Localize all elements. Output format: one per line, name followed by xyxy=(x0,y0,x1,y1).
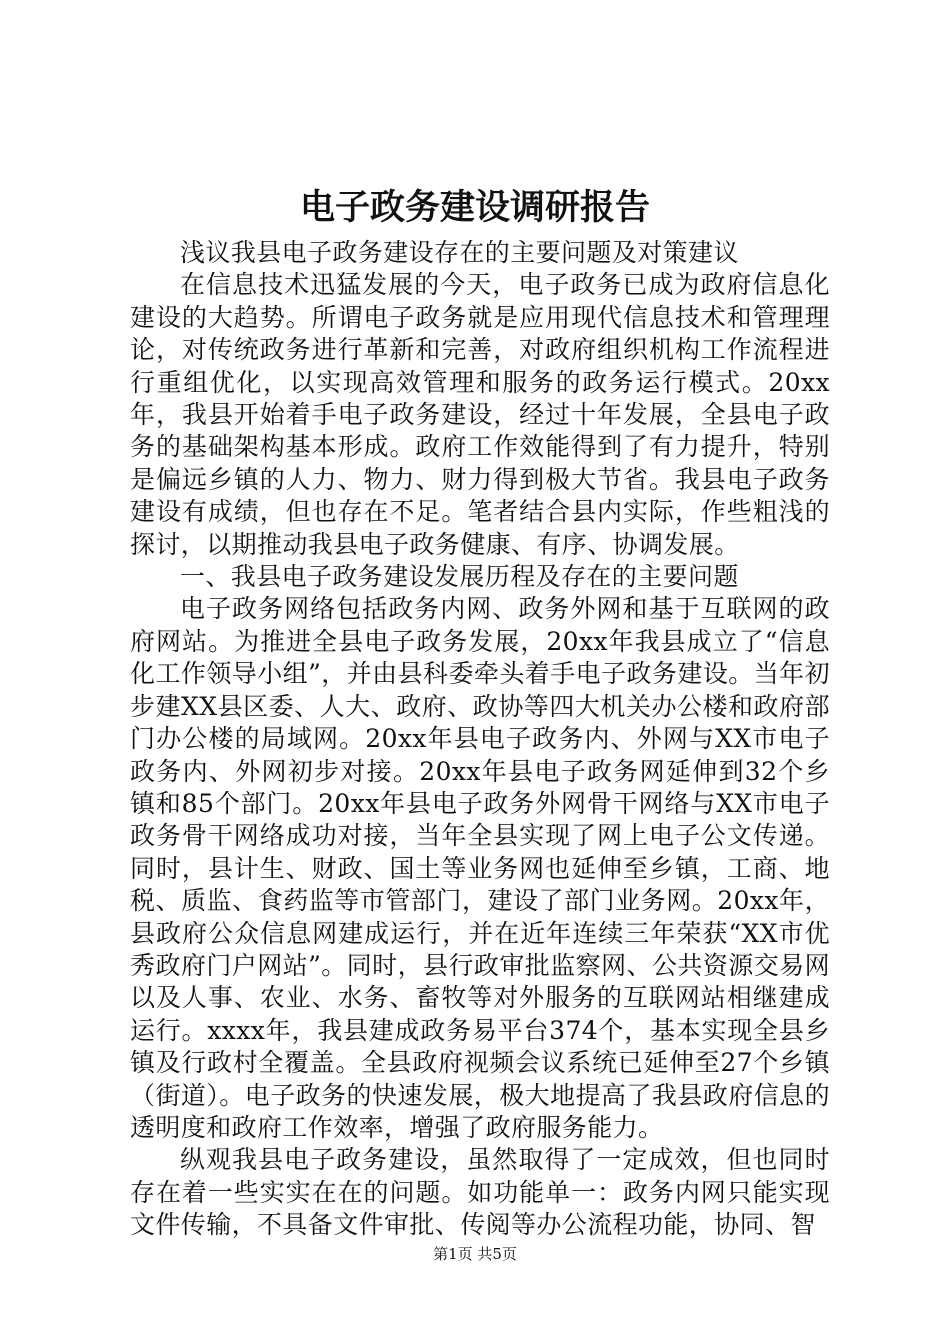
body-paragraph: 纵观我县电子政务建设，虽然取得了一定成效，但也同时存在着一些实实在在的问题。如功能单一：政务内网只能实现文件传输，不具备文件审批、传阅等办公流程功能，协同、智 xyxy=(130,1145,830,1240)
section-heading: 一、我县电子政务建设发展历程及存在的主要问题 xyxy=(180,562,739,592)
page-footer: 第1页 共5页 xyxy=(433,1245,517,1263)
document-body xyxy=(130,237,830,1242)
body-paragraph: 在信息技术迅猛发展的今天，电子政务已成为政府信息化建设的大趋势。所谓电子政务就是应用现代信息技术和管理理论，对传统政务进行革新和完善，对政府组织机构工作流程进行重组优化，以实现高效管理和服务的政务运行模式。20xx年，我县开始着手电子政务建设，经过十年发展，全县电子政务的基础架构基本形成。政府工作效能得到了有力提升，特别是偏远乡镇的人力、物力、财力得到极大节省。我县电子政务建设有成绩，但也存在不足。笔者结合县内实际，作些粗浅的探讨，以期推动我县电子政务健康、有序、协调发展。 xyxy=(130,270,830,559)
body-paragraph: 电子政务网络包括政务内网、政务外网和基于互联网的政府网站。为推进全县电子政务发展，20xx年我县成立了“信息化工作领导小组”，并由县科委牵头着手电子政务建设。当年初步建XX县区委、人大、政府、政协等四大机关办公楼和政府部门办公楼的局域网。20xx年县电子政务内、外网与XX市电子政务内、外网初步对接。20xx年县电子政务网延伸到32个乡镇和85个部门。20xx年县电子政务外网骨干网络与XX市电子政务骨干网络成功对接，当年全县实现了网上电子公文传递。同时，县计生、财政、国土等业务网也延伸至乡镇，工商、地税、质监、食药监等市管部门，建设了部门业务网。20xx年，县政府公众信息网建成运行，并在近年连续三年荣获“XX市优秀政府门户网站”。同时，县行政审批监察网、公共资源交易网以及人事、农业、水务、畜牧等对外服务的互联网站相继建成运行。xxxx年，我县建成政务易平台374个，基本实现全县乡镇及行政村全覆盖。全县政府视频会议系统已延伸至27个乡镇（街道）。电子政务的快速发展，极大地提高了我县政府信息的透明度和政府工作效率，增强了政府服务能力。 xyxy=(130,594,830,1142)
subtitle-paragraph: 浅议我县电子政务建设存在的主要问题及对策建议 xyxy=(180,238,739,267)
document-title: 电子政务建设调研报告 xyxy=(299,187,650,228)
